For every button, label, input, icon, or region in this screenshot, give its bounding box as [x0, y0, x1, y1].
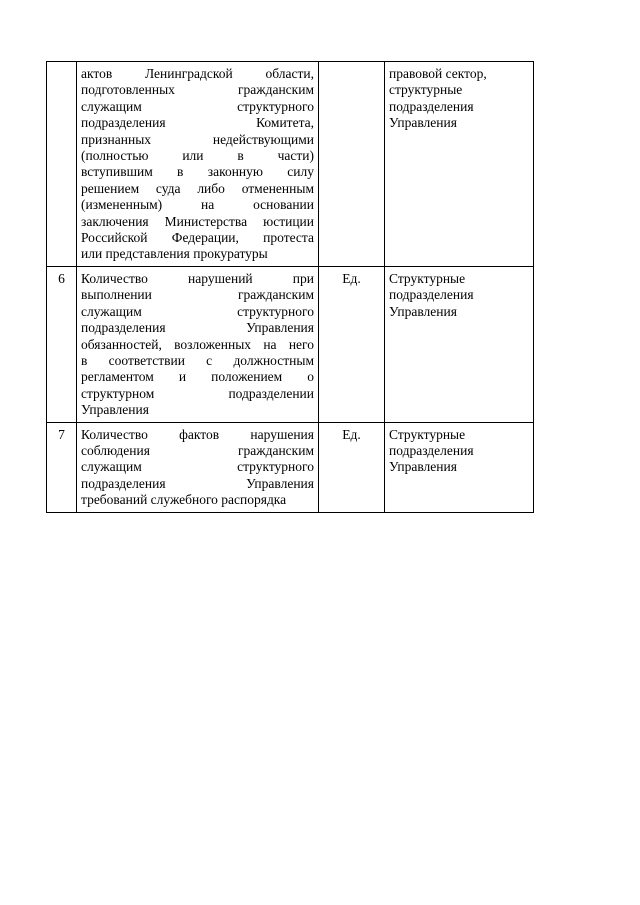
responsible-line: структурные	[389, 82, 463, 98]
unit-value: Ед.	[342, 270, 361, 286]
table-row	[47, 266, 534, 422]
description-line: признанных недействующими	[81, 131, 314, 147]
description-line: Управления	[81, 402, 149, 418]
responsible-line: Управления	[389, 459, 457, 475]
unit-value: Ед.	[342, 426, 361, 442]
description-line: решением суда либо отмененным	[81, 180, 314, 196]
description-line: требований служебного распорядка	[81, 492, 287, 508]
description-line: служащим структурного	[81, 98, 314, 114]
row-number: 7	[58, 426, 65, 442]
unit-cell	[319, 62, 385, 267]
description-cell	[77, 62, 319, 267]
description-line: регламентом и положением о	[81, 369, 314, 385]
description-line: актов Ленинградской области,	[81, 66, 314, 81]
description-line: Российской Федерации, протеста	[81, 230, 314, 246]
responsible-line: подразделения	[389, 287, 474, 303]
description-line: подготовленных гражданским	[81, 82, 314, 98]
row-number: 6	[58, 270, 65, 286]
responsible-cell	[385, 62, 534, 267]
description-line: соблюдения гражданским	[81, 442, 314, 458]
description-line: (полностью или в части)	[81, 148, 314, 164]
responsible-line: подразделения	[389, 98, 474, 114]
unit-cell	[319, 266, 385, 422]
responsible-line: правовой сектор,	[389, 66, 487, 81]
table-row	[47, 62, 534, 267]
description-line: (измененным) на основании	[81, 197, 314, 213]
description-line: структурном подразделении	[81, 385, 314, 401]
responsible-line: подразделения	[389, 442, 474, 458]
table-row	[47, 422, 534, 512]
responsible-line: Управления	[389, 115, 457, 131]
unit-cell	[319, 422, 385, 512]
description-line: служащим структурного	[81, 459, 314, 475]
description-line: служащим структурного	[81, 303, 314, 319]
description-line: в соответствии с должностным	[81, 352, 314, 368]
responsible-line: Структурные	[389, 426, 466, 442]
responsible-cell	[385, 422, 534, 512]
description-line: Количество фактов нарушения	[81, 426, 314, 442]
description-line: Количество нарушений при	[81, 270, 314, 286]
row-number-cell	[47, 266, 77, 422]
description-line: или представления прокуратуры	[81, 246, 268, 262]
description-line: подразделения Комитета,	[81, 115, 314, 131]
description-cell	[77, 266, 319, 422]
row-number-cell	[47, 62, 77, 267]
description-line: обязанностей, возложенных на него	[81, 336, 314, 352]
responsible-cell	[385, 266, 534, 422]
description-line: подразделения Управления	[81, 475, 314, 491]
description-line: подразделения Управления	[81, 320, 314, 336]
description-cell	[77, 422, 319, 512]
responsible-line: Управления	[389, 303, 457, 319]
description-line: выполнении гражданским	[81, 287, 314, 303]
description-line: вступившим в законную силу	[81, 164, 314, 180]
description-line: заключения Министерства юстиции	[81, 213, 314, 229]
indicators-table	[46, 61, 534, 513]
row-number-cell	[47, 422, 77, 512]
responsible-line: Структурные	[389, 270, 466, 286]
